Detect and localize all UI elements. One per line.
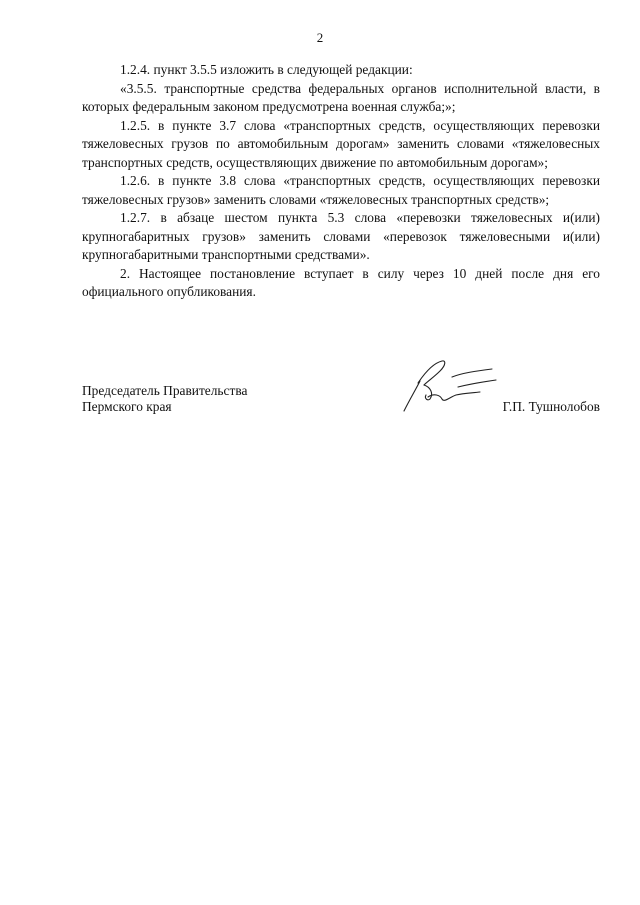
- handwritten-signature: [400, 353, 500, 413]
- paragraph-1-2-5: 1.2.5. в пункте 3.7 слова «транспортных средств, осуществляющих перевозки тяжеловесных грузов по автомобильным дорогам» заменить словами «тяжеловесных транспортных средств, осуществляющих движение по автомобильным дорогам»;: [82, 117, 600, 170]
- signer-title-line-1: Председатель Правительства: [82, 383, 248, 398]
- paragraph-1-2-7: 1.2.7. в абзаце шестом пункта 5.3 слова «перевозки тяжеловесных и(или) крупногабаритных грузов» заменить словами «перевозок тяжеловесными и(или) крупногабаритными транспортными средствами».: [82, 210, 600, 262]
- paragraph-3-5-5: «3.5.5. транспортные средства федеральных органов исполнительной власти, в которых федеральным законом предусмотрена военная служба;»;: [82, 80, 600, 114]
- document-body: [82, 61, 600, 302]
- signer-title-line-2: Пермского края: [82, 399, 172, 414]
- signature-block: [82, 383, 600, 423]
- page-number: 2: [316, 30, 324, 45]
- paragraph-1-2-4: 1.2.4. пункт 3.5.5 изложить в следующей редакции:: [120, 62, 413, 77]
- signer-name: Г.П. Тушнолобов: [502, 399, 600, 414]
- paragraph-2: 2. Настоящее постановление вступает в силу через 10 дней после дня его официального опубликования.: [82, 265, 600, 299]
- signer-title: [82, 383, 247, 415]
- paragraph-1-2-6: 1.2.6. в пункте 3.8 слова «транспортных средств, осуществляющих перевозки тяжеловесных грузов» заменить словами «тяжеловесных транспортных средств»;: [82, 173, 600, 207]
